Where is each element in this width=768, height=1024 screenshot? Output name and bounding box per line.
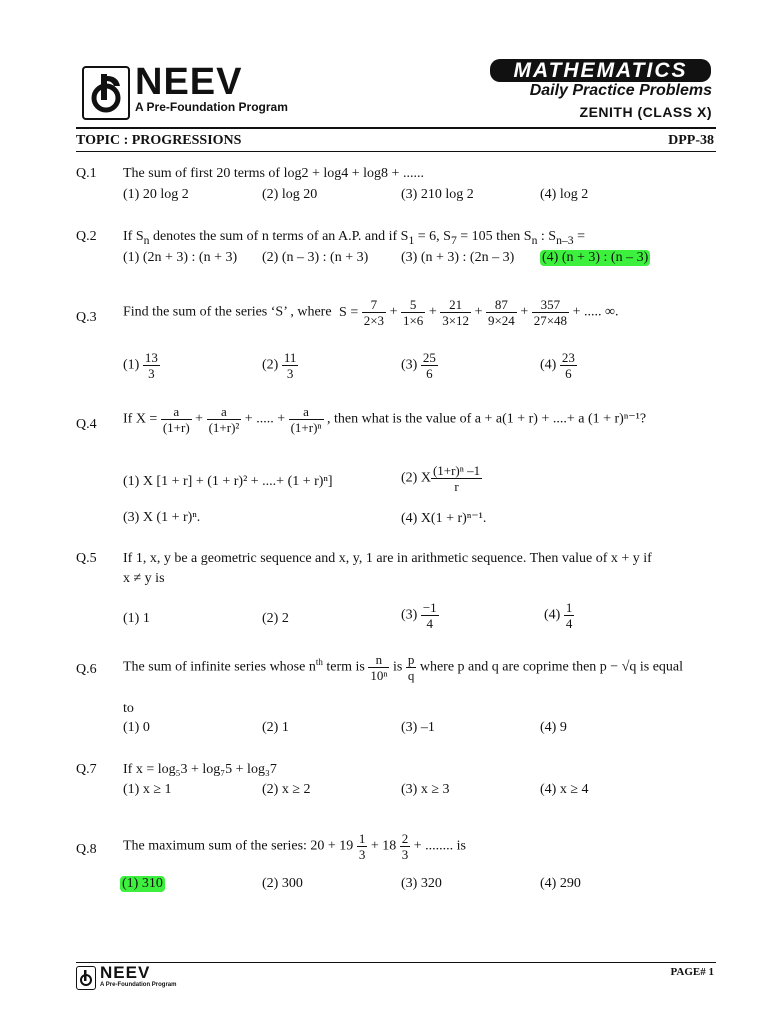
q8-option-4: (4) 290 — [540, 876, 581, 891]
q7-option-2: (2) x ≥ 2 — [262, 782, 311, 797]
q6-number: Q.6 — [76, 662, 97, 677]
dpp-title: Daily Practice Problems — [529, 82, 712, 99]
header-rule — [76, 127, 716, 129]
q2-text: If $S_n$ denotes the sum of n terms of an A.P. and if $S_1 = 6$, $S_7 = 105$ then $S_n$ : $S_{n-3}$ = — [123, 229, 585, 247]
q4-number: Q.4 — [76, 417, 97, 432]
q1-option-1: (1) 20 log 2 — [123, 187, 189, 202]
topic-rule — [76, 151, 716, 152]
q1-text: The sum of first 20 terms of log2 + log4 + log8 + ...... — [123, 166, 424, 181]
q3-term-5: $\frac{357}{27\times 48}$ — [533, 297, 568, 328]
dpp-number: DPP-38 — [668, 133, 714, 148]
q5-text-line1: If 1, x, y be a geometric sequence and x, y, 1 are in arithmetic sequence. Then value of x + y if — [123, 551, 652, 566]
q2-option-4-highlighted: (4) (n + 3) : (n – 3) — [542, 250, 649, 265]
q3-option-2: (2) $\frac{11}{3}$ — [262, 350, 297, 381]
q8-number: Q.8 — [76, 842, 97, 857]
q5-text-line2: x ≠ y is — [123, 571, 165, 586]
q2-option-3: (3) (n + 3) : (2n – 3) — [401, 250, 515, 265]
footer-brand: NEEV — [100, 963, 151, 982]
q4-option-3: (3) X (1 + r)ⁿ. — [123, 510, 201, 525]
q5-option-3: (3) $\frac{-1}{4}$ — [401, 600, 437, 631]
q3-option-3: (3) $\frac{25}{6}$ — [401, 350, 436, 381]
footer-rule — [76, 962, 716, 963]
q6-option-3: (3) –1 — [401, 720, 435, 735]
q3-term-4: $\frac{87}{9\times 24}$ — [487, 297, 515, 328]
q3-option-1: (1) $\frac{13}{3}$ — [123, 350, 158, 381]
q3-option-4: (4) $\frac{23}{6}$ — [540, 350, 575, 381]
q4-option-2: (2) X $\frac{\text{(1+r)ⁿ –1}}{r}$ — [401, 463, 481, 494]
q2-number: Q.2 — [76, 229, 97, 244]
q2-option-1: (1) (2n + 3) : (n + 3) — [123, 250, 238, 265]
q3-term-1: $\frac{7}{2\times 3}$ — [363, 297, 385, 328]
q2-option-2: (2) (n – 3) : (n + 3) — [262, 250, 369, 265]
q6-text-line2: to — [123, 701, 134, 716]
q7-option-3: (3) x ≥ 3 — [401, 782, 450, 797]
q8-option-1-highlighted: (1) 310 — [122, 876, 163, 891]
footer-logo-icon — [77, 967, 95, 989]
q8-option-3: (3) 320 — [401, 876, 442, 891]
q4-option-4: (4) X(1 + r)ⁿ⁻¹. — [401, 511, 487, 526]
q8-option-2: (2) 300 — [262, 876, 303, 891]
page-number: PAGE# 1 — [670, 966, 714, 978]
q3-number: Q.3 — [76, 310, 97, 325]
brand-name: NEEV — [135, 61, 243, 103]
class-line: ZENITH (CLASS X) — [579, 104, 712, 120]
q6-option-2: (2) 1 — [262, 720, 289, 735]
q6-option-1: (1) 0 — [123, 720, 150, 735]
q3-term-2: $\frac{5}{1\times 6}$ — [402, 297, 424, 328]
q4-text: If X = $\frac{a}{(1+r)}$ + $\frac{a}{\text{(1+r)²}}$ + ..... + $\frac{a}{\text{(1+r)ⁿ}}$ , then what is the value of a + a(1 + r) + ....+ a (1 + r)ⁿ⁻¹? — [123, 404, 647, 435]
q4-option-1: (1) X [1 + r] + (1 + r)² + ....+ (1 + r)ⁿ] — [123, 474, 333, 489]
q7-option-4: (4) x ≥ 4 — [540, 782, 589, 797]
q5-option-2: (2) 2 — [262, 611, 289, 626]
brand-tagline: A Pre-Foundation Program — [135, 100, 288, 114]
q7-option-1: (1) x ≥ 1 — [123, 782, 172, 797]
q7-text: If x = log₅3 + log₇5 + log₃7 — [123, 762, 277, 777]
q1-number: Q.1 — [76, 166, 97, 181]
q5-option-1: (1) 1 — [123, 611, 150, 626]
q8-text: The maximum sum of the series: 20 + 19 $\frac{1}{3}$ + 18 $\frac{2}{3}$ + ........ is — [123, 831, 466, 862]
topic-title: TOPIC : PROGRESSIONS — [76, 133, 242, 148]
q5-option-4: (4) $\frac{1}{4}$ — [544, 600, 573, 631]
q5-number: Q.5 — [76, 551, 97, 566]
footer-tagline: A Pre-Foundation Program — [100, 982, 177, 988]
logo-icon — [84, 68, 128, 118]
q1-option-3: (3) 210 log 2 — [401, 187, 474, 202]
q6-text: The sum of infinite series whose $n^{th}$ term is $\frac{n}{\text{10ⁿ}}$ is $\frac{p}{q}$ where p and q are coprime then p − √q is equal — [123, 652, 684, 683]
q3-term-3: $\frac{21}{3\times 12}$ — [442, 297, 470, 328]
q1-option-4: (4) log 2 — [540, 187, 589, 202]
q1-option-2: (2) log 20 — [262, 187, 318, 202]
neev-logo-emblem — [82, 66, 130, 120]
footer-logo-emblem — [76, 966, 96, 990]
q7-number: Q.7 — [76, 762, 97, 777]
q6-option-4: (4) 9 — [540, 720, 567, 735]
q3-text: Find the sum of the series ‘S’ , where S = $\frac{7}{2\times 3}$ + $\frac{5}{1\times 6}$ + $\frac{21}{3\times 12}$ + $\frac{87}{9\times 24}$ + $\frac{357}{27\times 48}$ + ..... ∞. — [123, 297, 619, 328]
subject-banner: MATHEMATICS — [490, 59, 711, 82]
